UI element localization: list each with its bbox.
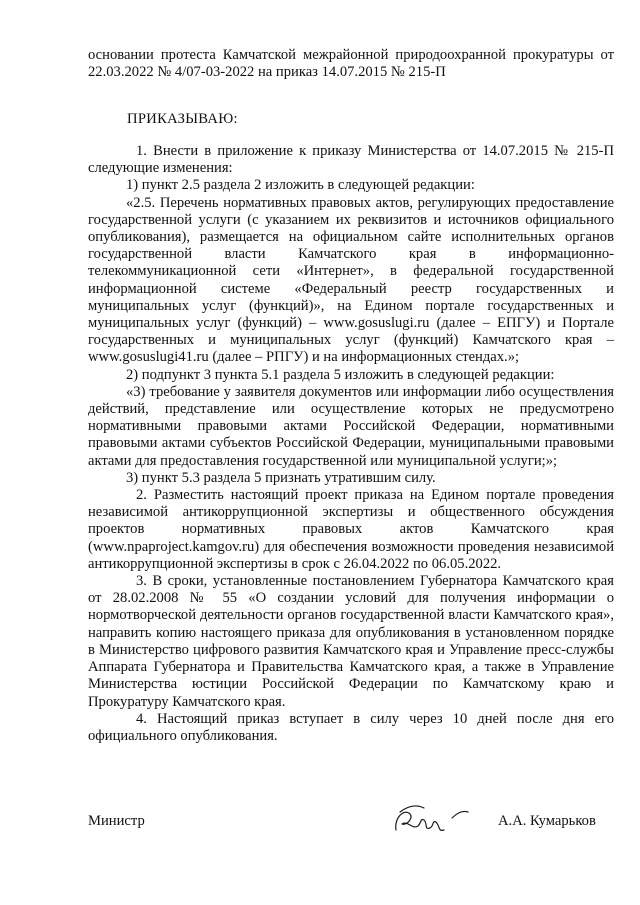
order-body [88,143,614,745]
body-subitem-2: 2) подпункт 3 пункта 5.1 раздела 5 изложить в следующей редакции: [126,366,555,383]
intro-paragraph: основании протеста Камчатской межрайонной природоохранной прокуратуры от 22.03.2022 № 4/07-03-2022 на приказ 14.07.2015 № 215-П [88,47,614,81]
body-item-2: 2. Разместить настоящий проект приказа на Едином портале проведения независимой антикоррупционной экспертизы и общественного обсуждения проектов нормативных правовых актов Камчатского края (www.npaproject.kamgov.ru) для обеспечения возможности проведения независимой антикоррупционной экспертизы в срок с 26.04.2022 по 06.05.2022. [88,487,614,572]
body-subitem-1: 1) пункт 2.5 раздела 2 изложить в следующей редакции: [126,177,475,194]
body-item-4: 4. Настоящий приказ вступает в силу через 10 дней после дня его официального опубликования. [88,710,614,744]
body-item-1: 1. Внести в приложение к приказу Министерства от 14.07.2015 № 215-П следующие изменения: [88,143,614,177]
body-item-3: 3. В сроки, установленные постановлением Губернатора Камчатского края от 28.02.2008 № 55 «О создании условий для получения информации о нормотворческой деятельности органов государственной власти Камчатского края», направить копию настоящего приказа для опубликования в установленном порядке в Министерство цифрового развития Камчатского края и Управление пресс-службы Аппарата Губернатора и Правительства Камчатского края, а также в Управление Министерства юстиции Российской Федерации по Камчатскому краю и Прокуратуру Камчатского края. [88,573,614,710]
handwritten-signature [390,800,472,840]
body-quote-3: «3) требование у заявителя документов или информации либо осуществления действий, представление или осуществление которых не предусмотрено нормативными правовыми актами Российской Федерации, нормативными правовыми актами субъектов Российской Федерации, муниципальными правовыми актами для предоставления государственной или муниципальной услуги;»; [88,383,614,469]
signature-position: Министр [88,813,145,829]
intro-block [88,47,614,81]
body-subitem-3: 3) пункт 5.3 раздела 5 признать утратившим силу. [126,469,436,486]
body-quote-2-5: «2.5. Перечень нормативных правовых актов, регулирующих предоставление государственной услуги (с указанием их реквизитов и источников официального опубликования), размещается на официальном сайте исполнительных органов государственной власти Камчатского края в информационно-телекоммуникационной сети «Интернет», в федеральной государственной информационной системе «Федеральный реестр государственных и муниципальных услуг (функций)», на Едином портале государственных и муниципальных услуг (функций) – www.gosuslugi.ru (далее – ЕПГУ) и Портале государственных и муниципальных услуг (функций) Камчатского края – www.gosuslugi41.ru (далее – РПГУ) и на информационных стендах.»; [88,194,614,366]
signature-name: А.А. Кумарьков [498,813,596,829]
order-heading: ПРИКАЗЫВАЮ: [127,111,238,127]
